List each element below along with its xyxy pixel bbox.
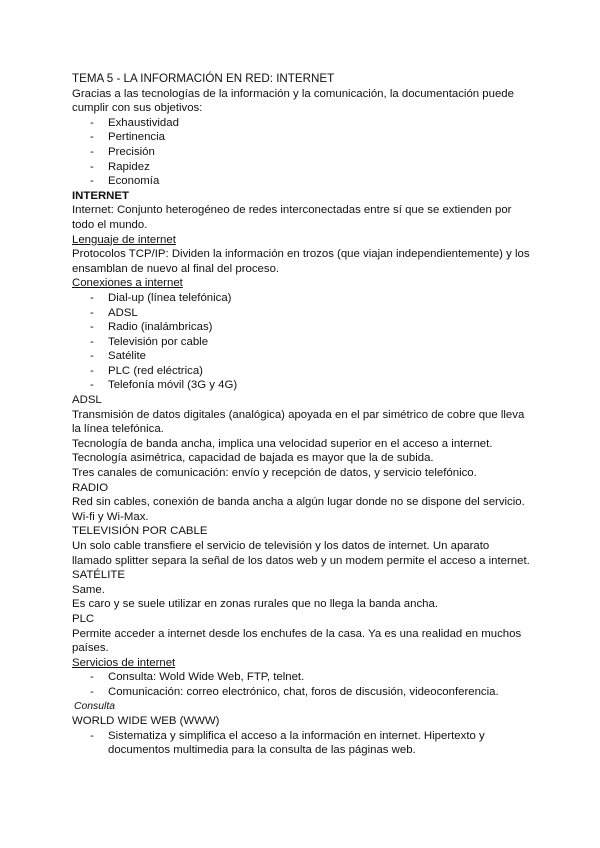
intro-paragraph: Gracias a las tecnologías de la información y la comunicación, la documentación puede cumplir con sus objetivos: xyxy=(72,87,514,115)
dash-marker: - xyxy=(90,116,94,129)
list-item-text: Exhaustividad xyxy=(108,116,179,129)
list-item-text: Telefonía móvil (3G y 4G) xyxy=(108,379,238,392)
internet-definition: Internet: Conjunto heterogéneo de redes interconectadas entre sí que se extienden por todo el mundo. xyxy=(72,204,512,231)
list-item xyxy=(72,335,532,350)
list-item xyxy=(72,130,532,145)
list-item-text: Dial-up (línea telefónica) xyxy=(108,291,232,304)
list-item-text: Pertinencia xyxy=(108,131,165,144)
plc-paragraph: Permite acceder a internet desde los enchufes de la casa. Ya es una realidad en muchos países. xyxy=(72,627,522,655)
satelite-line: Es caro y se suele utilizar en zonas rurales que no llega la banda ancha. xyxy=(72,598,438,611)
list-item xyxy=(72,145,532,160)
dash-marker: - xyxy=(90,335,94,348)
lenguaje-heading: Lenguaje de internet xyxy=(72,233,176,246)
conexiones-heading: Conexiones a internet xyxy=(72,277,183,290)
servicios-list xyxy=(72,670,532,699)
list-item-text: Economía xyxy=(108,175,160,188)
objetivos-list xyxy=(72,116,532,189)
list-item xyxy=(72,174,532,189)
dash-marker: - xyxy=(90,350,94,363)
document-title: TEMA 5 - LA INFORMACIÓN EN RED: INTERNET xyxy=(72,72,335,85)
list-item xyxy=(72,364,532,379)
conexiones-list xyxy=(72,291,532,393)
servicios-heading: Servicios de internet xyxy=(72,656,176,669)
dash-marker: - xyxy=(90,364,94,377)
dash-marker: - xyxy=(90,321,94,334)
dash-marker: - xyxy=(90,160,94,173)
list-item-text: PLC (red eléctrica) xyxy=(108,364,203,377)
dash-marker: - xyxy=(90,671,94,684)
radio-heading: RADIO xyxy=(72,481,109,494)
list-item xyxy=(72,116,532,131)
www-heading: WORLD WIDE WEB (WWW) xyxy=(72,715,220,728)
list-item xyxy=(72,685,532,700)
consulta-heading: Consulta xyxy=(74,700,116,712)
list-item xyxy=(72,306,532,321)
plc-heading: PLC xyxy=(72,612,95,625)
www-list xyxy=(72,729,532,758)
adsl-line: Tecnología de banda ancha, implica una velocidad superior en el acceso a internet. xyxy=(72,437,493,450)
radio-line: Wi-fi y Wi-Max. xyxy=(72,510,149,523)
dash-marker: - xyxy=(90,291,94,304)
list-item-text: Satélite xyxy=(108,350,146,363)
radio-line: Red sin cables, conexión de banda ancha a algún lugar donde no se dispone del servicio. xyxy=(72,496,525,509)
adsl-line: Tres canales de comunicación: envío y recepción de datos, y servicio telefónico. xyxy=(72,467,477,480)
adsl-line: Transmisión de datos digitales (analógica) apoyada en el par simétrico de cobre que lleva la línea telefónica. xyxy=(72,408,525,436)
list-item xyxy=(72,349,532,364)
dash-marker: - xyxy=(90,306,94,319)
lenguaje-paragraph: Protocolos TCP/IP: Dividen la información en trozos (que viajan independientemente) y los ensamblan de nuevo al final del proceso. xyxy=(72,248,530,275)
dash-marker: - xyxy=(90,379,94,392)
adsl-line: Tecnología asimétrica, capacidad de bajada es mayor que la de subida. xyxy=(72,452,434,465)
list-item-text: Comunicación: correo electrónico, chat, foros de discusión, videoconferencia. xyxy=(108,685,499,698)
dash-marker: - xyxy=(90,175,94,188)
tv-heading: TELEVISIÓN POR CABLE xyxy=(72,525,208,538)
dash-marker: - xyxy=(90,131,94,144)
list-item-text: Consulta: Wold Wide Web, FTP, telnet. xyxy=(108,671,305,684)
dash-marker: - xyxy=(90,729,94,742)
dash-marker: - xyxy=(90,685,94,698)
list-item-text: Precisión xyxy=(108,145,155,158)
list-item xyxy=(72,670,532,685)
list-item-text: Televisión por cable xyxy=(108,335,209,348)
tv-paragraph: Un solo cable transfiere el servicio de televisión y los datos de internet. Un aparato llamado splitter separa la señal de los datos web y un modem permite el acceso a internet. xyxy=(72,540,530,567)
list-item-text: ADSL xyxy=(108,306,138,319)
list-item-text: Sistematiza y simplifica el acceso a la información en internet. Hipertexto y documentos multimedia para la consulta de las páginas web. xyxy=(108,729,485,757)
document-page xyxy=(72,72,532,758)
dash-marker: - xyxy=(90,145,94,158)
list-item xyxy=(72,378,532,393)
list-item xyxy=(72,160,532,175)
satelite-line: Same. xyxy=(72,583,105,596)
list-item-text: Rapidez xyxy=(108,160,150,173)
list-item xyxy=(72,291,532,306)
satelite-heading: SATÉLITE xyxy=(72,569,125,582)
adsl-heading: ADSL xyxy=(72,394,102,407)
internet-heading: INTERNET xyxy=(72,189,129,202)
list-item xyxy=(72,729,532,758)
list-item-text: Radio (inalámbricas) xyxy=(108,321,213,334)
list-item xyxy=(72,320,532,335)
